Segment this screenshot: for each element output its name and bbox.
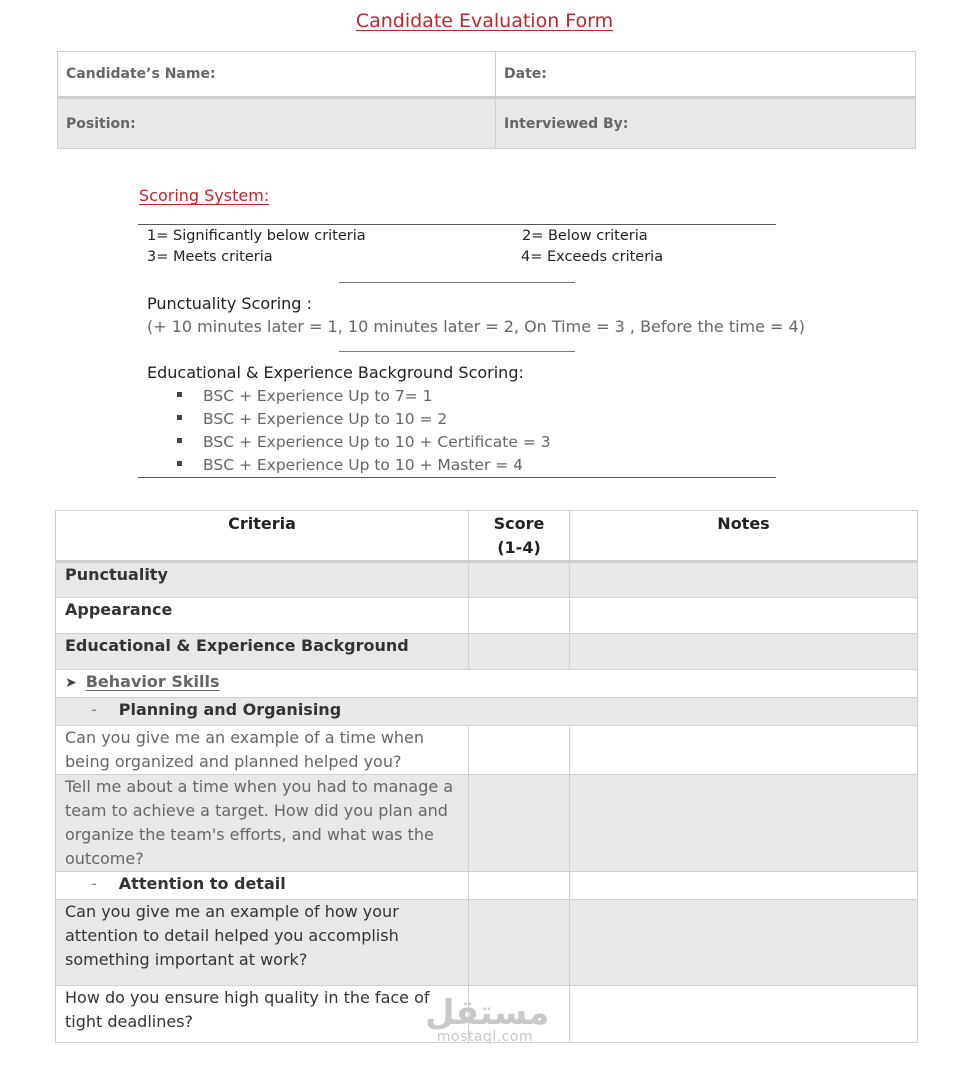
question-planning-1: Can you give me an example of a time when being organized and planned helped you? [56,726,469,775]
watermark-arabic: مستقل [425,993,550,1033]
score-4-legend: 4= Exceeds criteria [521,249,664,265]
punctuality-scoring-title: Punctuality Scoring : [147,294,312,313]
score-cell[interactable] [469,900,570,986]
candidate-info-table [57,51,916,149]
notes-cell[interactable] [570,726,918,775]
criteria-column-header: Criteria [56,511,469,562]
arrow-right-icon: ➤ [65,675,77,691]
scoring-heading: Scoring System: [139,186,270,205]
question-attention-2: How do you ensure high quality in the face of tight deadlines? [56,986,469,1043]
notes-cell[interactable] [570,562,918,598]
bullet-icon [177,461,182,466]
divider [339,351,575,352]
behavior-skills-section: ➤ Behavior Skills [56,670,918,698]
form-title: Candidate Evaluation Form [355,10,614,32]
mostaql-watermark [425,993,550,1045]
bullet-icon [177,392,182,397]
punctuality-scoring-detail: (+ 10 minutes later = 1, 10 minutes later = 2, On Time = 3 , Before the time = 4) [147,317,805,336]
date-field[interactable]: Date: [496,52,916,98]
question-planning-2: Tell me about a time when you had to manage a team to achieve a target. How did you plan and organize the team's efforts, and what was the outcome? [56,775,469,872]
education-scoring-item: BSC + Experience Up to 10 + Certificate = 3 [177,433,551,451]
education-scoring-item: BSC + Experience Up to 10 = 2 [177,410,447,428]
criteria-education: Educational & Experience Background [56,634,469,670]
notes-column-header: Notes [570,511,918,562]
criteria-punctuality: Punctuality [56,562,469,598]
question-attention-1: Can you give me an example of how your attention to detail helped you accomplish something important at work? [56,900,469,986]
notes-cell[interactable] [570,900,918,986]
attention-subsection: - Attention to detail [56,872,469,900]
notes-cell[interactable] [570,598,918,634]
bullet-icon [177,438,182,443]
notes-cell[interactable] [570,775,918,872]
divider [138,477,776,478]
education-scoring-item: BSC + Experience Up to 7= 1 [177,387,432,405]
notes-cell[interactable] [570,634,918,670]
score-cell[interactable] [469,775,570,872]
score-cell[interactable] [469,562,570,598]
bullet-icon [177,415,182,420]
notes-cell[interactable] [570,872,918,900]
criteria-appearance: Appearance [56,598,469,634]
interviewed-by-field[interactable]: Interviewed By: [496,98,916,149]
score-cell[interactable] [469,726,570,775]
watermark-latin: mostaql.com [436,1029,534,1045]
position-field[interactable]: Position: [58,98,496,149]
divider [339,282,575,283]
score-3-legend: 3= Meets criteria [147,249,273,265]
divider [138,224,776,225]
score-cell[interactable] [469,872,570,900]
score-column-header: Score (1-4) [469,511,570,562]
scoring-system-section [138,186,776,205]
score-2-legend: 2= Below criteria [522,228,648,244]
score-1-legend: 1= Significantly below criteria [147,228,366,244]
notes-cell[interactable] [570,986,918,1043]
education-scoring-item: BSC + Experience Up to 10 + Master = 4 [177,456,523,474]
planning-subsection: - Planning and Organising [56,698,918,726]
evaluation-table [55,510,918,1043]
education-scoring-title: Educational & Experience Background Scoring: [147,363,524,382]
score-cell[interactable] [469,634,570,670]
score-cell[interactable] [469,598,570,634]
candidate-name-field[interactable]: Candidate’s Name: [58,52,496,98]
